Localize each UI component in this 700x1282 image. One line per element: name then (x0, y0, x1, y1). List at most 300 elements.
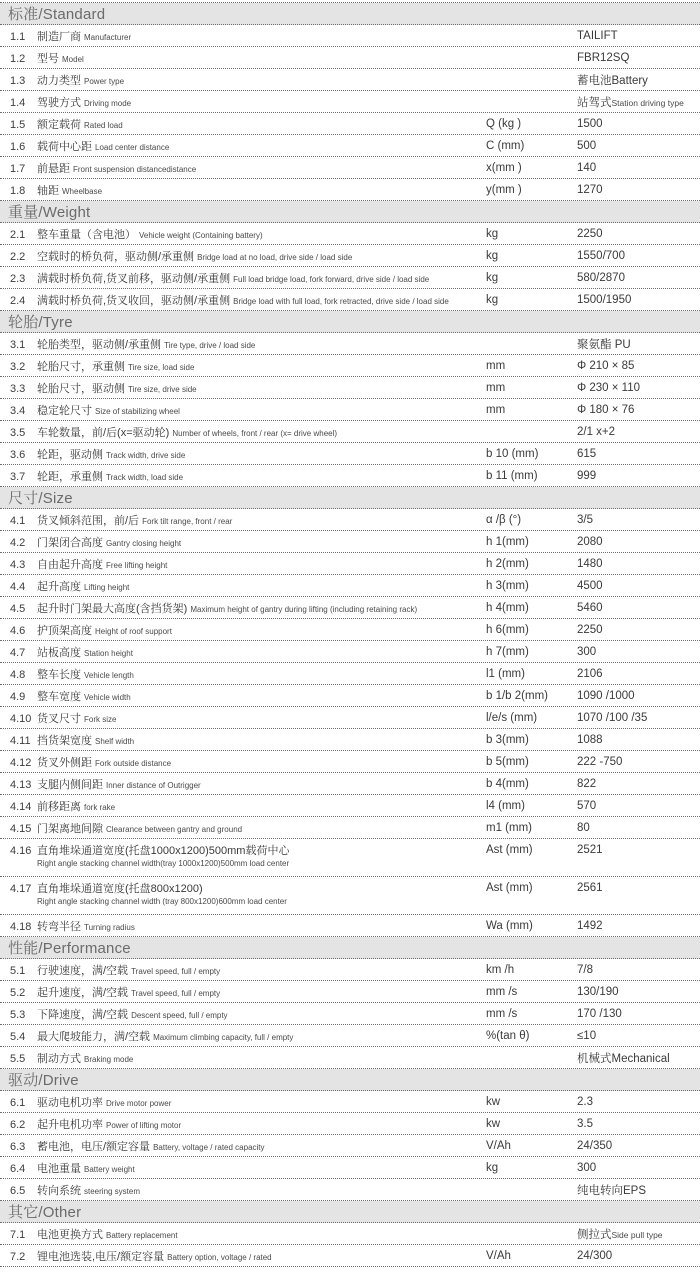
label-cn: 载荷中心距 (37, 140, 92, 153)
label-cn: 货叉外侧距 (37, 756, 92, 769)
label-cn: 车轮数量，前/后(x=驱动轮) (37, 426, 170, 439)
section-title: 标准/Standard (8, 6, 106, 23)
unit-label: Ast (mm) (486, 882, 533, 894)
spec-row-5.4 (0, 1025, 700, 1047)
row-label (0, 94, 131, 110)
unit-label: mm (486, 359, 506, 372)
label-en: Travel speed, full / empty (131, 988, 221, 998)
spec-row-1.3 (0, 69, 700, 91)
row-label (0, 798, 115, 814)
row-number: 5.5 (10, 1052, 26, 1065)
label-en: Tire type, drive / load side (164, 340, 256, 350)
row-label (0, 446, 185, 462)
value-cell (577, 294, 631, 306)
row-number: 4.14 (10, 800, 32, 813)
value-cell (577, 668, 603, 680)
label-cn: 挡货架宽度 (37, 734, 92, 747)
row-number: 4.8 (10, 668, 26, 681)
unit-label: mm /s (486, 985, 518, 998)
unit-label: kg (486, 1161, 499, 1174)
spec-row-4.17 (0, 877, 700, 915)
unit-label: kg (486, 227, 499, 240)
unit-label: l/e/s (mm) (486, 711, 538, 724)
value-cell (577, 140, 596, 152)
label-cn: 起升电机功率 (37, 1118, 103, 1131)
value: 130/190 (577, 985, 619, 998)
spec-row-6.3 (0, 1135, 700, 1157)
row-number: 4.18 (10, 920, 32, 933)
label-en: Power type (84, 76, 125, 86)
spec-row-5.3 (0, 1003, 700, 1025)
unit-label: b 4(mm) (486, 777, 529, 790)
spec-row-1.6 (0, 135, 700, 157)
section-title: 性能/Performance (8, 940, 131, 957)
spec-row-6.4 (0, 1157, 700, 1179)
row-label (0, 918, 135, 934)
row-label (0, 116, 123, 132)
label-cn: 货叉尺寸 (37, 712, 81, 725)
row-label (0, 424, 337, 440)
value: 2/1 x+2 (577, 425, 616, 438)
row-label (0, 1028, 293, 1044)
value: 222 -750 (577, 755, 623, 768)
value: 2250 (577, 227, 603, 240)
spec-row-5.1 (0, 959, 700, 981)
row-label (0, 270, 429, 286)
spec-row-3.5 (0, 421, 700, 443)
row-label (0, 1248, 272, 1264)
value: 999 (577, 469, 597, 482)
row-number: 7.1 (10, 1228, 26, 1241)
unit-label: Ast (mm) (486, 844, 533, 856)
label-en: Braking mode (84, 1054, 134, 1064)
row-label (0, 688, 131, 704)
label-en: Vehicle width (84, 692, 131, 702)
value: 聚氨酯 PU (577, 338, 631, 351)
value-cell (577, 426, 615, 438)
row-label (0, 1050, 133, 1066)
label-cn: 轮距，驱动侧 (37, 448, 103, 461)
value: 2080 (577, 535, 603, 548)
unit-label: h 4(mm) (486, 601, 529, 614)
row-label (0, 984, 220, 1000)
spec-row-4.13 (0, 773, 700, 795)
unit-label: m1 (mm) (486, 821, 532, 834)
row-label (0, 50, 84, 66)
label-cn: 门架闭合高度 (37, 536, 103, 549)
label-en: Track width, load side (106, 472, 184, 482)
label-cn: 轮胎类型，驱动侧/承重侧 (37, 338, 162, 351)
value: 2.3 (577, 1095, 593, 1108)
row-label (0, 644, 133, 660)
spec-row-4.7 (0, 641, 700, 663)
unit-label: kg (486, 293, 499, 306)
spec-sheet (0, 2, 700, 1267)
value: 站驾式 (577, 96, 612, 109)
label-cn: 驱动电机功率 (37, 1096, 103, 1109)
unit-label: mm (486, 381, 506, 394)
value: 2250 (577, 623, 603, 636)
row-number: 1.6 (10, 140, 26, 153)
value: 1492 (577, 919, 603, 932)
label-en: Turning radius (84, 922, 135, 932)
label-cn: 整车长度 (37, 668, 81, 681)
spec-row-4.16 (0, 839, 700, 877)
value: 侧拉式 (577, 1228, 612, 1241)
label-cn: 动力类型 (37, 74, 81, 87)
unit-label: kw (486, 1095, 501, 1108)
spec-row-1.5 (0, 113, 700, 135)
row-number: 5.2 (10, 986, 26, 999)
row-number: 4.17 (10, 883, 32, 895)
unit-label: l4 (mm) (486, 799, 525, 812)
value-cell (577, 602, 603, 614)
row-number: 5.4 (10, 1030, 26, 1043)
spec-row-6.1 (0, 1091, 700, 1113)
row-label (0, 512, 232, 528)
value: 1500/1950 (577, 293, 632, 306)
value: 1500 (577, 117, 603, 130)
label-en: Track width, drive side (106, 450, 186, 460)
spec-row-6.5 (0, 1179, 700, 1201)
value-cell (577, 1250, 612, 1262)
value-cell (577, 882, 603, 894)
spec-row-2.1 (0, 223, 700, 245)
label-cn: 最大爬坡能力，满/空载 (37, 1030, 151, 1043)
label-cn: 货叉倾斜范围，前/后 (37, 514, 140, 527)
label-en: Fork tilt range, front / rear (142, 516, 233, 526)
row-label (0, 1116, 181, 1132)
row-number: 6.4 (10, 1162, 26, 1175)
label-cn: 满载时桥负荷,货叉前移，驱动侧/承重侧 (37, 272, 231, 285)
label-cn: 额定载荷 (37, 118, 81, 131)
unit-label: b 3(mm) (486, 733, 529, 746)
label-cn: 轮胎尺寸，承重侧 (37, 360, 125, 373)
label-cn: 下降速度，满/空载 (37, 1008, 129, 1021)
value: 2106 (577, 667, 603, 680)
label-en: Free lifting height (106, 560, 168, 570)
row-label (0, 380, 197, 396)
row-label (0, 556, 167, 572)
value-cell (577, 844, 603, 856)
label-en: Manufacturer (84, 32, 132, 42)
section-header (0, 1069, 700, 1091)
row-number: 4.10 (10, 712, 32, 725)
value: 580/2870 (577, 271, 625, 284)
spec-row-1.7 (0, 157, 700, 179)
value-cell (577, 94, 684, 110)
row-number: 4.16 (10, 845, 32, 857)
unit-label: h 7(mm) (486, 645, 529, 658)
row-label (0, 666, 134, 682)
spec-row-3.1 (0, 333, 700, 355)
value-cell (577, 1162, 596, 1174)
row-label (0, 292, 449, 308)
label-cn: 型号 (37, 52, 59, 65)
label-cn: 直角堆垛通道宽度(托盘1000x1200)500mm载荷中心 (37, 845, 290, 857)
value-cell (577, 712, 647, 724)
row-number: 4.3 (10, 558, 26, 571)
unit-label: b 1/b 2(mm) (486, 689, 548, 702)
row-label (0, 402, 180, 418)
spec-row-1.2 (0, 47, 700, 69)
row-number: 3.4 (10, 404, 26, 417)
label-cn: 护顶架高度 (37, 624, 92, 637)
row-label (0, 962, 220, 978)
value: 822 (577, 777, 597, 790)
unit-label: Q (kg ) (486, 117, 522, 130)
label-en: Driving mode (84, 98, 132, 108)
spec-row-1.4 (0, 91, 700, 113)
row-number: 3.5 (10, 426, 26, 439)
label-cn: 直角堆垛通道宽度(托盘800x1200) (37, 883, 203, 895)
row-number: 1.1 (10, 30, 26, 43)
value-cell (577, 778, 596, 790)
row-label (0, 1138, 265, 1154)
label-en: Battery weight (84, 1164, 135, 1174)
row-number: 6.1 (10, 1096, 26, 1109)
row-label (0, 776, 201, 792)
label-en: Rated load (84, 120, 123, 130)
label-cn: 锂电池选装,电压/额定容量 (37, 1250, 165, 1263)
label-en: Battery option, voltage / rated (167, 1252, 272, 1262)
unit-label: α /β (°) (486, 513, 522, 526)
row-number: 3.2 (10, 360, 26, 373)
row-number: 1.8 (10, 184, 26, 197)
unit-label: l1 (mm) (486, 667, 525, 680)
value-cell (577, 228, 603, 240)
row-number: 4.7 (10, 646, 26, 659)
spec-row-4.11 (0, 729, 700, 751)
unit-label: x(mm ) (486, 161, 522, 174)
unit-label: b 10 (mm) (486, 447, 539, 460)
unit-label: V/Ah (486, 1139, 511, 1152)
value: 5460 (577, 601, 603, 614)
row-number: 4.15 (10, 822, 32, 835)
label-en: Height of roof support (95, 626, 172, 636)
spec-row-5.5 (0, 1047, 700, 1069)
label-cn: 整车宽度 (37, 690, 81, 703)
row-number: 4.12 (10, 756, 32, 769)
row-label (0, 1094, 171, 1110)
value-cell (577, 964, 593, 976)
spec-row-7.1 (0, 1223, 700, 1245)
unit-label: Wa (mm) (486, 919, 533, 932)
section-header (0, 937, 700, 959)
value: 1270 (577, 183, 603, 196)
unit-label: km /h (486, 963, 515, 976)
value: 570 (577, 799, 597, 812)
value-cell (577, 1008, 622, 1020)
row-label (0, 248, 352, 264)
value-cell (577, 690, 635, 702)
value-cell (577, 580, 603, 592)
row-label (0, 72, 124, 88)
spec-row-4.2 (0, 531, 700, 553)
value: 1090 /1000 (577, 689, 635, 702)
label-en: Bridge load with full load, fork retracted, drive side / load side (233, 296, 449, 306)
spec-row-4.8 (0, 663, 700, 685)
value: 140 (577, 161, 597, 174)
label-cn: 制造厂商 (37, 30, 81, 43)
label-en: Number of wheels, front / rear (x= drive wheel) (172, 428, 338, 438)
row-label (0, 1226, 178, 1242)
value: 纯电转向EPS (577, 1184, 647, 1197)
label-cn: 整车重量（含电池） (37, 228, 136, 241)
row-label (0, 160, 196, 176)
spec-row-4.5 (0, 597, 700, 619)
value: TAILIFT (577, 29, 618, 42)
value: 80 (577, 821, 590, 834)
spec-row-2.4 (0, 289, 700, 311)
label-en: Station height (84, 648, 133, 658)
value-cell (577, 1140, 612, 1152)
row-number: 4.4 (10, 580, 26, 593)
unit-label: %(tan θ) (486, 1029, 530, 1042)
value-cell (577, 624, 603, 636)
label-cn: 行驶速度，满/空载 (37, 964, 129, 977)
value-cell (577, 470, 596, 482)
row-number: 6.5 (10, 1184, 26, 1197)
value-cell (577, 1030, 596, 1042)
row-number: 4.1 (10, 514, 26, 527)
label-en: Power of lifting motor (106, 1120, 182, 1130)
row-number: 2.3 (10, 272, 26, 285)
value: 24/350 (577, 1139, 613, 1152)
section-title: 尺寸/Size (8, 490, 73, 507)
label-en: Bridge load at no load, drive side / load side (197, 252, 353, 262)
spec-row-4.6 (0, 619, 700, 641)
section-header (0, 487, 700, 509)
spec-row-4.4 (0, 575, 700, 597)
label-cn: 轴距 (37, 184, 59, 197)
label-en: Travel speed, full / empty (131, 966, 221, 976)
value: 蓄电池Battery (577, 74, 648, 87)
label-en: Inner distance of Outrigger (106, 780, 201, 790)
label-cn: 起升时门架最大高度(含挡货架) (37, 602, 188, 615)
label-en: Battery replacement (106, 1230, 178, 1240)
row-number: 4.5 (10, 602, 26, 615)
row-number: 4.6 (10, 624, 26, 637)
spec-row-7.2 (0, 1245, 700, 1267)
spec-row-4.10 (0, 707, 700, 729)
row-label (0, 182, 102, 198)
label-cn: 前移距离 (37, 800, 81, 813)
value: 2521 (577, 844, 603, 856)
label-en: Fork size (84, 714, 117, 724)
section-header (0, 3, 700, 25)
label-cn: 电池重量 (37, 1162, 81, 1175)
row-number: 5.3 (10, 1008, 26, 1021)
value-cell (577, 822, 590, 834)
row-label (0, 1160, 135, 1176)
label-cn: 前悬距 (37, 162, 70, 175)
label-en: Drive motor power (106, 1098, 172, 1108)
unit-label: kg (486, 249, 499, 262)
value: 300 (577, 1161, 597, 1174)
section-title: 驱动/Drive (8, 1072, 79, 1089)
value: 615 (577, 447, 597, 460)
row-number: 2.1 (10, 228, 26, 241)
label-cn: 蓄电池，电压/额定容量 (37, 1140, 151, 1153)
spec-row-2.2 (0, 245, 700, 267)
label-cn: 轮胎尺寸，驱动侧 (37, 382, 125, 395)
value-cell (577, 404, 634, 416)
spec-row-4.3 (0, 553, 700, 575)
value-cell (577, 448, 596, 460)
row-label (0, 226, 263, 242)
section-header (0, 1201, 700, 1223)
label-en: Shelf width (95, 736, 135, 746)
value-cell (577, 162, 596, 174)
row-number: 1.2 (10, 52, 26, 65)
label-en: Clearance between gantry and ground (106, 824, 243, 834)
spec-row-5.2 (0, 981, 700, 1003)
unit-label: C (mm) (486, 139, 525, 152)
unit-label: h 3(mm) (486, 579, 529, 592)
label-en: Tire size, drive side (128, 384, 197, 394)
value-cell (577, 72, 648, 88)
row-label (0, 534, 181, 550)
value: Φ 210 × 85 (577, 359, 635, 372)
row-label (0, 1182, 140, 1198)
value-cell (577, 514, 593, 526)
row-number: 4.13 (10, 778, 32, 791)
spec-row-4.15 (0, 817, 700, 839)
spec-row-3.4 (0, 399, 700, 421)
spec-row-1.1 (0, 25, 700, 47)
label-cn: 轮距，承重侧 (37, 470, 103, 483)
value-cell (577, 1096, 593, 1108)
label-cn: 转向系统 (37, 1184, 81, 1197)
row-number: 7.2 (10, 1250, 26, 1263)
unit-label: V/Ah (486, 1249, 511, 1262)
row-label (0, 358, 194, 374)
value: 3/5 (577, 513, 593, 526)
section-header (0, 311, 700, 333)
value: 1550/700 (577, 249, 625, 262)
section-title: 其它/Other (8, 1204, 82, 1221)
label-cn: 自由起升高度 (37, 558, 103, 571)
spec-row-3.2 (0, 355, 700, 377)
row-number: 1.7 (10, 162, 26, 175)
value-cell (577, 382, 640, 394)
value-cell (577, 30, 618, 42)
row-number: 1.5 (10, 118, 26, 131)
spec-row-4.12 (0, 751, 700, 773)
label-en: Vehicle weight (Containing battery) (139, 230, 263, 240)
row-number: 4.2 (10, 536, 26, 549)
unit-label: h 2(mm) (486, 557, 529, 570)
row-label (0, 28, 131, 44)
value-cell (577, 336, 631, 352)
spec-row-1.8 (0, 179, 700, 201)
row-number: 3.6 (10, 448, 26, 461)
row-label (0, 336, 255, 352)
value: 170 /130 (577, 1007, 622, 1020)
row-number: 2.4 (10, 294, 26, 307)
value: FBR12SQ (577, 51, 630, 64)
label-cn: 满载时桥负荷,货叉收回，驱动侧/承重侧 (37, 294, 231, 307)
row-label (0, 1006, 228, 1022)
unit-label: y(mm ) (486, 183, 522, 196)
unit-label: b 11 (mm) (486, 469, 538, 482)
label-en: steering system (84, 1186, 141, 1196)
label-en: Maximum climbing capacity, full / empty (153, 1032, 294, 1042)
row-label (0, 578, 129, 594)
label-cn: 起升速度，满/空载 (37, 986, 129, 999)
spec-row-2.3 (0, 267, 700, 289)
